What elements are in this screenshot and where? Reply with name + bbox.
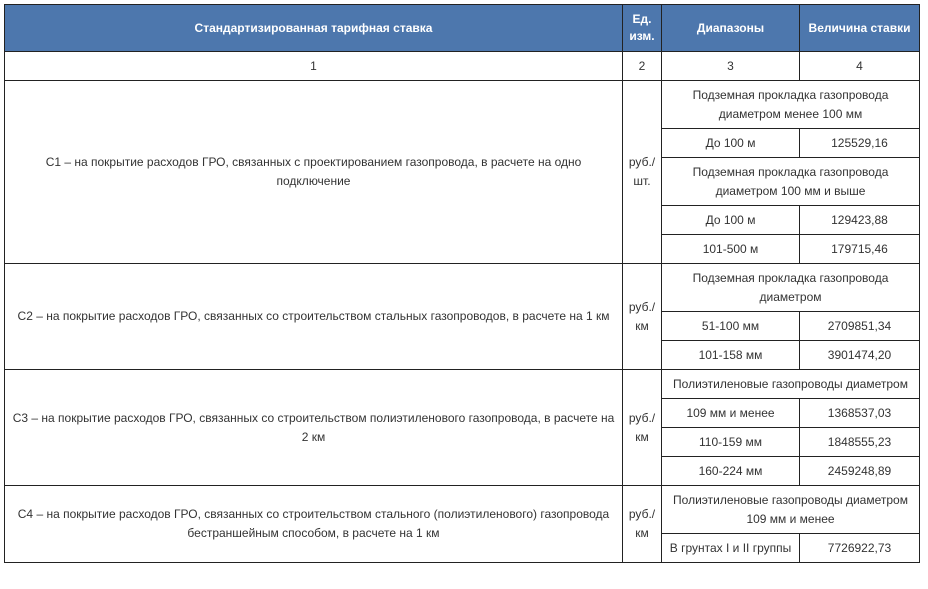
col-number-4: 4 <box>800 52 920 81</box>
header-value: Величина ставки <box>800 5 920 52</box>
c3-range1: 109 мм и менее <box>662 399 800 428</box>
c2-range1: 51-100 мм <box>662 312 800 341</box>
c1-unit-line2: шт. <box>633 174 651 188</box>
c4-unit <box>623 486 662 563</box>
c1-unit-line1: руб./ <box>628 155 656 169</box>
c1-unit <box>623 81 662 264</box>
c2-group-title: Подземная прокладка газопровода диаметром <box>662 264 920 312</box>
c1-group2-value1: 129423,88 <box>800 206 920 235</box>
tariff-rates-table <box>4 4 920 563</box>
c3-unit <box>623 370 662 486</box>
c4-description: С4 – на покрытие расходов ГРО, связанных со строительством стального (полиэтиленового) газопровода бестраншейным способом, в расчете на 1 км <box>5 486 623 563</box>
c1-group2-value2: 179715,46 <box>800 235 920 264</box>
table-row <box>5 370 920 399</box>
col-number-1: 1 <box>5 52 623 81</box>
c4-group-title: Полиэтиленовые газопроводы диаметром 109 мм и менее <box>662 486 920 534</box>
c2-value1: 2709851,34 <box>800 312 920 341</box>
c2-range2: 101-158 мм <box>662 341 800 370</box>
header-unit-line2: изм. <box>629 29 655 43</box>
table-row <box>5 81 920 129</box>
header-rate-name: Стандартизированная тарифная ставка <box>5 5 623 52</box>
c4-value1: 7726922,73 <box>800 534 920 563</box>
c3-unit-line2: км <box>635 429 649 444</box>
c3-unit-line1: руб./ <box>628 410 656 425</box>
c3-group-title: Полиэтиленовые газопроводы диаметром <box>662 370 920 399</box>
c3-range2: 110-159 мм <box>662 428 800 457</box>
c2-unit-line2: км <box>635 318 649 333</box>
c4-unit-line1: руб./ <box>628 507 656 521</box>
c4-unit-line2: км <box>635 526 649 540</box>
col-number-2: 2 <box>623 52 662 81</box>
c1-group1-range: До 100 м <box>662 129 800 158</box>
c2-description: С2 – на покрытие расходов ГРО, связанных со строительством стальных газопроводов, в расчете на 1 км <box>5 264 623 370</box>
column-number-row <box>5 52 920 81</box>
header-ranges: Диапазоны <box>662 5 800 52</box>
table-row <box>5 264 920 312</box>
header-unit <box>623 5 662 52</box>
c2-unit-line1: руб./ <box>628 299 656 314</box>
c2-value2: 3901474,20 <box>800 341 920 370</box>
c1-group1-value: 125529,16 <box>800 129 920 158</box>
c3-value3: 2459248,89 <box>800 457 920 486</box>
c4-range1: В грунтах I и II группы <box>662 534 800 563</box>
header-row <box>5 5 920 52</box>
c1-group2-range1: До 100 м <box>662 206 800 235</box>
c2-unit <box>623 264 662 370</box>
header-unit-line1: Ед. <box>632 12 652 26</box>
c3-value2: 1848555,23 <box>800 428 920 457</box>
c1-group2-range2: 101-500 м <box>662 235 800 264</box>
c1-group1-title: Подземная прокладка газопровода диаметром менее 100 мм <box>662 81 920 129</box>
c1-group2-title: Подземная прокладка газопровода диаметром 100 мм и выше <box>662 158 920 206</box>
c3-range3: 160-224 мм <box>662 457 800 486</box>
table-row <box>5 486 920 534</box>
col-number-3: 3 <box>662 52 800 81</box>
c3-description: С3 – на покрытие расходов ГРО, связанных со строительством полиэтиленового газопровода, в расчете на 2 км <box>5 370 623 486</box>
c3-value1: 1368537,03 <box>800 399 920 428</box>
c1-description: С1 – на покрытие расходов ГРО, связанных с проектированием газопровода, в расчете на одно подключение <box>5 81 623 264</box>
